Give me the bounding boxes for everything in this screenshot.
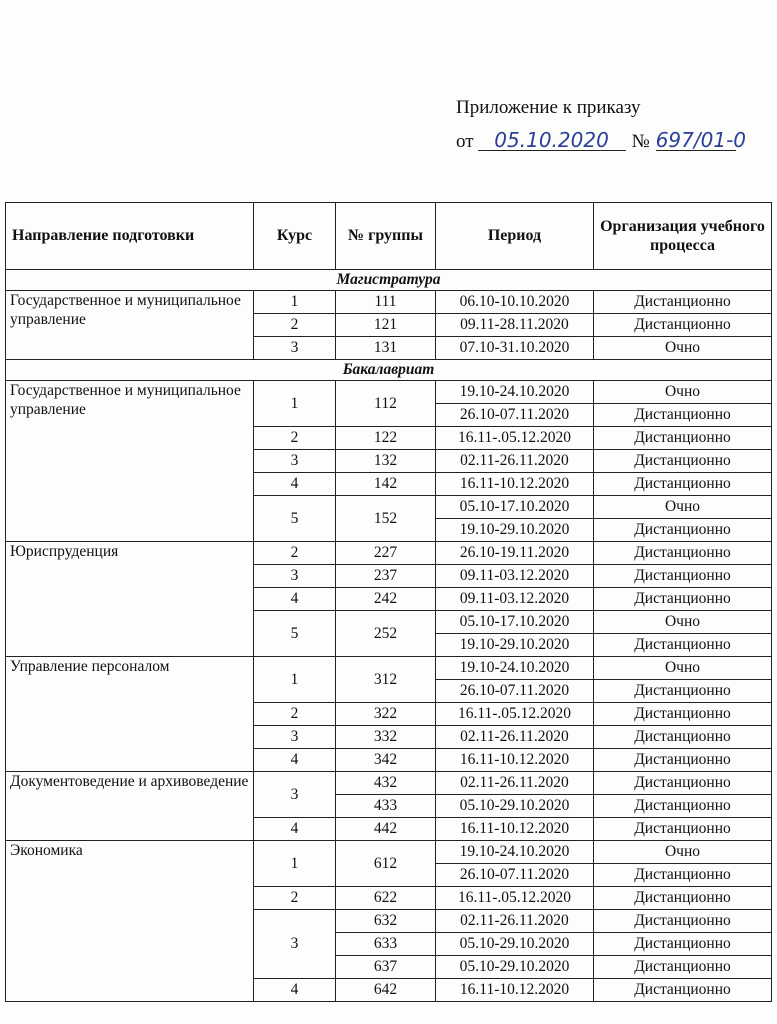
period-cell: 16.11-.05.12.2020 — [436, 427, 594, 450]
course-cell: 1 — [254, 291, 336, 314]
mode-cell: Дистанционно — [594, 887, 772, 910]
period-cell: 16.11-.05.12.2020 — [436, 887, 594, 910]
mode-cell: Дистанционно — [594, 314, 772, 337]
course-cell: 5 — [254, 496, 336, 542]
mode-cell: Дистанционно — [594, 427, 772, 450]
table-row — [6, 381, 772, 404]
period-cell: 26.10-07.11.2020 — [436, 864, 594, 887]
mode-cell: Дистанционно — [594, 795, 772, 818]
group-cell: 142 — [336, 473, 436, 496]
mode-cell: Дистанционно — [594, 956, 772, 979]
period-cell: 09.11-03.12.2020 — [436, 565, 594, 588]
group-cell: 131 — [336, 337, 436, 360]
mode-cell: Дистанционно — [594, 933, 772, 956]
mode-cell: Дистанционно — [594, 519, 772, 542]
period-cell: 26.10-07.11.2020 — [436, 680, 594, 703]
column-header: Курс — [254, 203, 336, 270]
mode-cell: Очно — [594, 337, 772, 360]
direction-cell: Юриспруденция — [6, 542, 254, 657]
group-cell: 252 — [336, 611, 436, 657]
table-header-row — [6, 203, 772, 270]
period-cell: 05.10-17.10.2020 — [436, 611, 594, 634]
period-cell: 16.11-.05.12.2020 — [436, 703, 594, 726]
direction-cell: Управление персоналом — [6, 657, 254, 772]
course-cell: 4 — [254, 473, 336, 496]
mode-cell: Дистанционно — [594, 404, 772, 427]
document-header — [456, 97, 747, 162]
mode-cell: Дистанционно — [594, 910, 772, 933]
direction-cell: Государственное и муниципальное управление — [6, 381, 254, 542]
table-row — [6, 841, 772, 864]
direction-cell: Экономика — [6, 841, 254, 1002]
group-cell: 237 — [336, 565, 436, 588]
period-cell: 19.10-24.10.2020 — [436, 841, 594, 864]
course-cell: 2 — [254, 427, 336, 450]
group-cell: 132 — [336, 450, 436, 473]
column-header: Период — [436, 203, 594, 270]
mode-cell: Дистанционно — [594, 450, 772, 473]
header-order-line — [456, 128, 747, 162]
period-cell: 02.11-26.11.2020 — [436, 726, 594, 749]
course-cell: 3 — [254, 910, 336, 979]
mode-cell: Дистанционно — [594, 680, 772, 703]
course-cell: 4 — [254, 749, 336, 772]
direction-cell: Документоведение и архивоведение — [6, 772, 254, 841]
period-cell: 02.11-26.11.2020 — [436, 910, 594, 933]
course-cell: 4 — [254, 818, 336, 841]
mode-cell: Дистанционно — [594, 818, 772, 841]
mode-cell: Дистанционно — [594, 864, 772, 887]
period-cell: 19.10-24.10.2020 — [436, 657, 594, 680]
group-cell: 312 — [336, 657, 436, 703]
section-row — [6, 270, 772, 291]
period-cell: 26.10-07.11.2020 — [436, 404, 594, 427]
course-cell: 4 — [254, 979, 336, 1002]
group-cell: 442 — [336, 818, 436, 841]
table-body — [6, 270, 772, 1002]
mode-cell: Дистанционно — [594, 588, 772, 611]
course-cell: 3 — [254, 337, 336, 360]
group-cell: 111 — [336, 291, 436, 314]
mode-cell: Дистанционно — [594, 473, 772, 496]
group-cell: 121 — [336, 314, 436, 337]
mode-cell: Дистанционно — [594, 634, 772, 657]
header-title: Приложение к приказу — [456, 97, 641, 118]
group-cell: 633 — [336, 933, 436, 956]
header-from-label: от — [456, 131, 474, 152]
group-cell: 122 — [336, 427, 436, 450]
schedule-table — [5, 202, 772, 1002]
course-cell: 4 — [254, 588, 336, 611]
mode-cell: Дистанционно — [594, 726, 772, 749]
mode-cell: Дистанционно — [594, 749, 772, 772]
group-cell: 637 — [336, 956, 436, 979]
period-cell: 05.10-17.10.2020 — [436, 496, 594, 519]
mode-cell: Очно — [594, 496, 772, 519]
group-cell: 433 — [336, 795, 436, 818]
mode-cell: Дистанционно — [594, 542, 772, 565]
group-cell: 432 — [336, 772, 436, 795]
mode-cell: Дистанционно — [594, 772, 772, 795]
period-cell: 06.10-10.10.2020 — [436, 291, 594, 314]
table-row — [6, 657, 772, 680]
column-header: Организация учебного процесса — [594, 203, 772, 270]
group-cell: 322 — [336, 703, 436, 726]
group-cell: 152 — [336, 496, 436, 542]
course-cell: 2 — [254, 542, 336, 565]
order-date: 05.10.2020 — [478, 130, 626, 151]
course-cell: 2 — [254, 887, 336, 910]
mode-cell: Дистанционно — [594, 565, 772, 588]
course-cell: 2 — [254, 314, 336, 337]
group-cell: 632 — [336, 910, 436, 933]
period-cell: 05.10-29.10.2020 — [436, 795, 594, 818]
group-cell: 112 — [336, 381, 436, 427]
course-cell: 2 — [254, 703, 336, 726]
group-cell: 227 — [336, 542, 436, 565]
period-cell: 16.11-10.12.2020 — [436, 818, 594, 841]
course-cell: 3 — [254, 726, 336, 749]
period-cell: 05.10-29.10.2020 — [436, 933, 594, 956]
period-cell: 05.10-29.10.2020 — [436, 956, 594, 979]
course-cell: 5 — [254, 611, 336, 657]
period-cell: 02.11-26.11.2020 — [436, 772, 594, 795]
header-number-label: № — [631, 131, 650, 152]
period-cell: 19.10-29.10.2020 — [436, 634, 594, 657]
group-cell: 622 — [336, 887, 436, 910]
section-row — [6, 360, 772, 381]
mode-cell: Дистанционно — [594, 979, 772, 1002]
mode-cell: Очно — [594, 611, 772, 634]
period-cell: 02.11-26.11.2020 — [436, 450, 594, 473]
course-cell: 1 — [254, 657, 336, 703]
table-row — [6, 291, 772, 314]
course-cell: 1 — [254, 381, 336, 427]
mode-cell: Дистанционно — [594, 703, 772, 726]
course-cell: 3 — [254, 772, 336, 818]
period-cell: 09.11-28.11.2020 — [436, 314, 594, 337]
direction-cell: Государственное и муниципальное управление — [6, 291, 254, 360]
column-header: № группы — [336, 203, 436, 270]
column-header: Направление подготовки — [6, 203, 254, 270]
period-cell: 16.11-10.12.2020 — [436, 979, 594, 1002]
table-row — [6, 542, 772, 565]
header-title-line — [456, 98, 736, 130]
group-cell: 242 — [336, 588, 436, 611]
table-row — [6, 772, 772, 795]
group-cell: 342 — [336, 749, 436, 772]
order-number: 697/01-0 — [655, 128, 747, 152]
course-cell: 1 — [254, 841, 336, 887]
mode-cell: Дистанционно — [594, 291, 772, 314]
group-cell: 612 — [336, 841, 436, 887]
period-cell: 19.10-29.10.2020 — [436, 519, 594, 542]
group-cell: 332 — [336, 726, 436, 749]
group-cell: 642 — [336, 979, 436, 1002]
course-cell: 3 — [254, 565, 336, 588]
period-cell: 16.11-10.12.2020 — [436, 749, 594, 772]
mode-cell: Очно — [594, 657, 772, 680]
period-cell: 16.11-10.12.2020 — [436, 473, 594, 496]
mode-cell: Очно — [594, 841, 772, 864]
period-cell: 19.10-24.10.2020 — [436, 381, 594, 404]
course-cell: 3 — [254, 450, 336, 473]
period-cell: 07.10-31.10.2020 — [436, 337, 594, 360]
period-cell: 09.11-03.12.2020 — [436, 588, 594, 611]
section-title: Магистратура — [6, 270, 772, 291]
period-cell: 26.10-19.11.2020 — [436, 542, 594, 565]
mode-cell: Очно — [594, 381, 772, 404]
section-title: Бакалавриат — [6, 360, 772, 381]
